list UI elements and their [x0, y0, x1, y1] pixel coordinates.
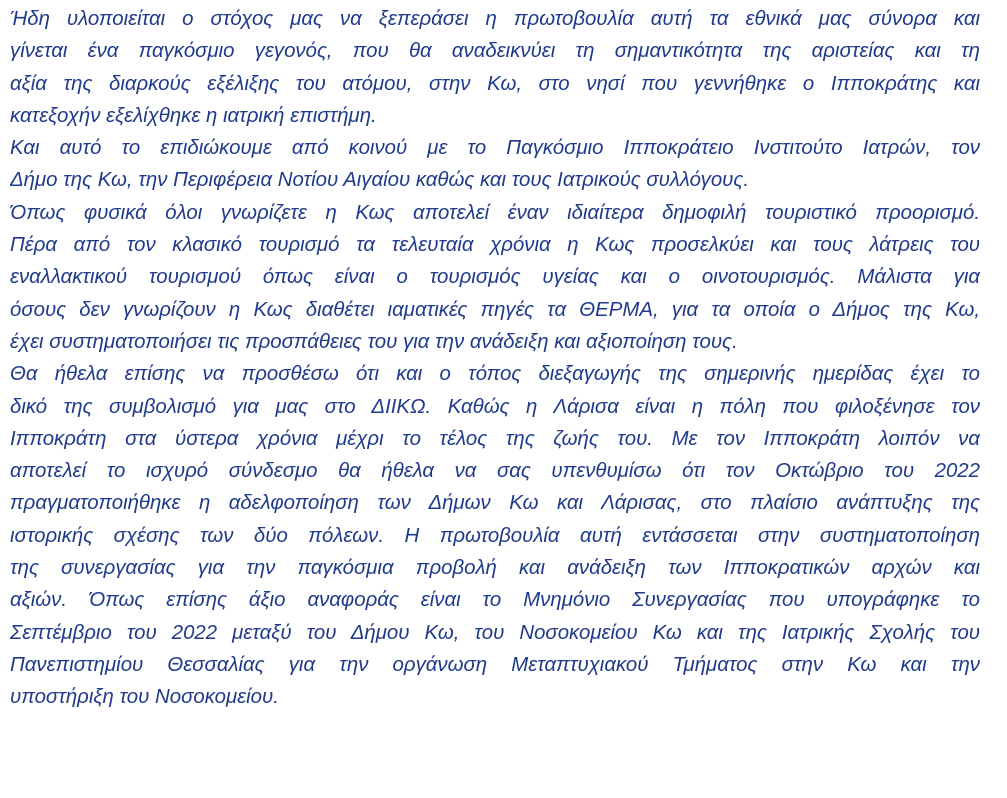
document-body: [10, 3, 980, 714]
text-line: ιστορικής σχέσης των δύο πόλεων. Η πρωτοβουλία αυτή εντάσσεται στην συστηματοποίηση: [10, 524, 980, 547]
paragraph-1: [10, 3, 980, 132]
paragraph-2: [10, 132, 980, 197]
text-line: Δήμο της Κω, την Περιφέρεια Νοτίου Αιγαίου καθώς και τους Ιατρικούς συλλόγους.: [10, 169, 749, 192]
text-line: Θα ήθελα επίσης να προσθέσω ότι και ο τόπος διεξαγωγής της σημερινής ημερίδας έχει το: [10, 363, 980, 386]
paragraph-3: [10, 197, 980, 358]
text-line: αξιών. Όπως επίσης άξιο αναφοράς είναι το Μνημόνιο Συνεργασίας που υπογράφηκε το: [10, 589, 980, 612]
text-line: πραγματοποιήθηκε η αδελφοποίηση των Δήμων Κω και Λάρισας, στο πλαίσιο ανάπτυξης της: [10, 492, 980, 515]
text-line: αξία της διαρκούς εξέλιξης του ατόμου, στην Κω, στο νησί που γεννήθηκε ο Ιπποκράτης και: [10, 72, 980, 95]
text-line: γίνεται ένα παγκόσμιο γεγονός, που θα αναδεικνύει τη σημαντικότητα της αριστείας και τη: [10, 40, 980, 63]
text-line: της συνεργασίας για την παγκόσμια προβολή και ανάδειξη των Ιπποκρατικών αρχών και: [10, 557, 980, 580]
text-line: Όπως φυσικά όλοι γνωρίζετε η Κως αποτελεί έναν ιδιαίτερα δημοφιλή τουριστικό προορισμό.: [10, 201, 980, 224]
text-line: Πανεπιστημίου Θεσσαλίας για την οργάνωση Μεταπτυχιακού Τμήματος στην Κω και την: [10, 653, 980, 676]
text-line: εναλλακτικού τουρισμού όπως είναι ο τουρισμός υγείας και ο οινοτουρισμός. Μάλιστα για: [10, 266, 980, 289]
paragraph-4: [10, 358, 980, 713]
text-line: Σεπτέμβριο του 2022 μεταξύ του Δήμου Κω, του Νοσοκομείου Κω και της Ιατρικής Σχολής του: [10, 621, 980, 644]
text-line: κατεξοχήν εξελίχθηκε η ιατρική επιστήμη.: [10, 104, 377, 127]
text-line: δικό της συμβολισμό για μας στο ΔΙΙΚΩ. Καθώς η Λάρισα είναι η πόλη που φιλοξένησε τον: [10, 395, 980, 418]
text-line: Ήδη υλοποιείται ο στόχος μας να ξεπεράσει η πρωτοβουλία αυτή τα εθνικά μας σύνορα και: [10, 8, 980, 30]
text-line: υποστήριξη του Νοσοκομείου.: [10, 686, 279, 709]
text-line: αποτελεί το ισχυρό σύνδεσμο θα ήθελα να σας υπενθυμίσω ότι τον Οκτώβριο του 2022: [10, 460, 980, 483]
text-line: Πέρα από τον κλασικό τουρισμό τα τελευταία χρόνια η Κως προσελκύει και τους λάτρεις του: [10, 234, 980, 257]
text-line: Και αυτό το επιδιώκουμε από κοινού με το Παγκόσμιο Ιπποκράτειο Ινστιτούτο Ιατρών, τον: [10, 137, 980, 160]
text-line: όσους δεν γνωρίζουν η Κως διαθέτει ιαματικές πηγές τα ΘΕΡΜΑ, για τα οποία ο Δήμος της Κω,: [10, 298, 980, 321]
text-line: Ιπποκράτη στα ύστερα χρόνια μέχρι το τέλος της ζωής του. Με τον Ιπποκράτη λοιπόν να: [10, 427, 980, 450]
text-line: έχει συστηματοποιήσει τις προσπάθειες του για την ανάδειξη και αξιοποίηση τους.: [10, 330, 738, 353]
